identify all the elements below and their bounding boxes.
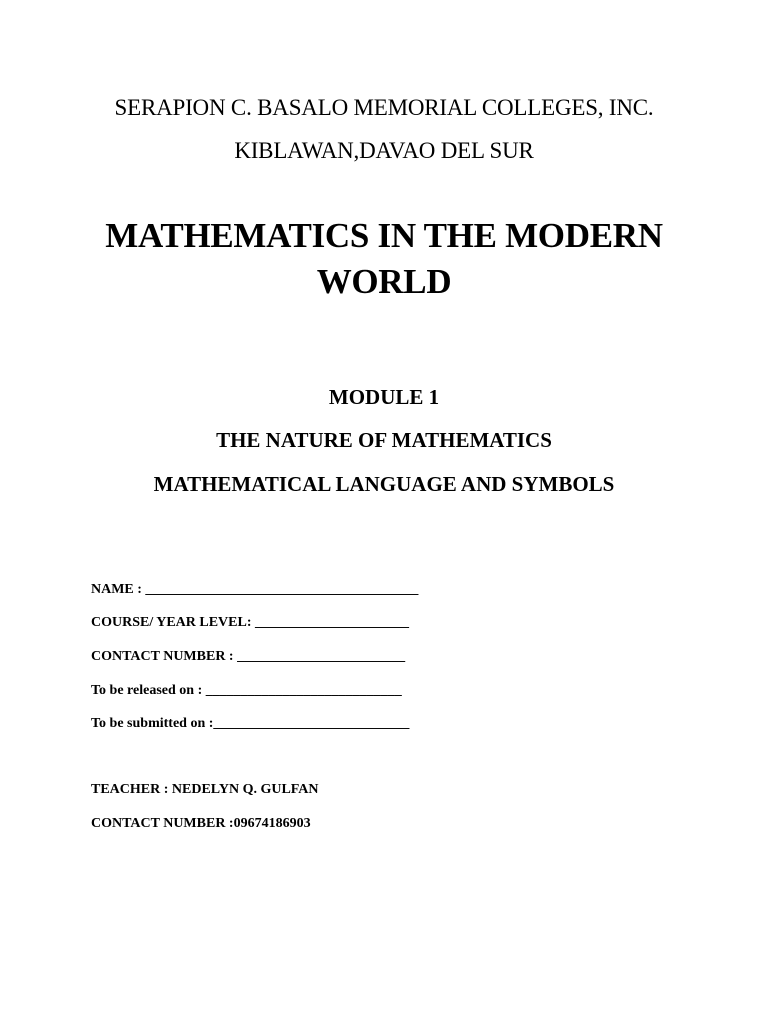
institution-location: KIBLAWAN,DAVAO DEL SUR xyxy=(234,138,534,163)
institution-name: SERAPION C. BASALO MEMORIAL COLLEGES, INC. xyxy=(114,95,654,120)
submission-date-field: To be submitted on :____________________________ xyxy=(91,716,410,731)
module-topic: THE NATURE OF MATHEMATICS xyxy=(216,428,552,452)
document-title-line-2: WORLD xyxy=(316,262,452,301)
student-contact-number-field: CONTACT NUMBER : ________________________ xyxy=(91,649,406,664)
module-subtopic: MATHEMATICAL LANGUAGE AND SYMBOLS xyxy=(153,472,615,496)
course-year-level-field: COURSE/ YEAR LEVEL: ______________________ xyxy=(91,615,410,630)
teacher-contact-number: CONTACT NUMBER :09674186903 xyxy=(91,816,311,831)
document-title xyxy=(0,213,768,305)
release-date-field: To be released on : ____________________________ xyxy=(91,683,402,698)
module-number: MODULE 1 xyxy=(328,385,440,409)
student-name-field: NAME : _______________________________________ xyxy=(91,582,419,597)
document-title-line-1: MATHEMATICS IN THE MODERN xyxy=(105,216,663,255)
teacher-name: TEACHER : NEDELYN Q. GULFAN xyxy=(91,782,319,797)
